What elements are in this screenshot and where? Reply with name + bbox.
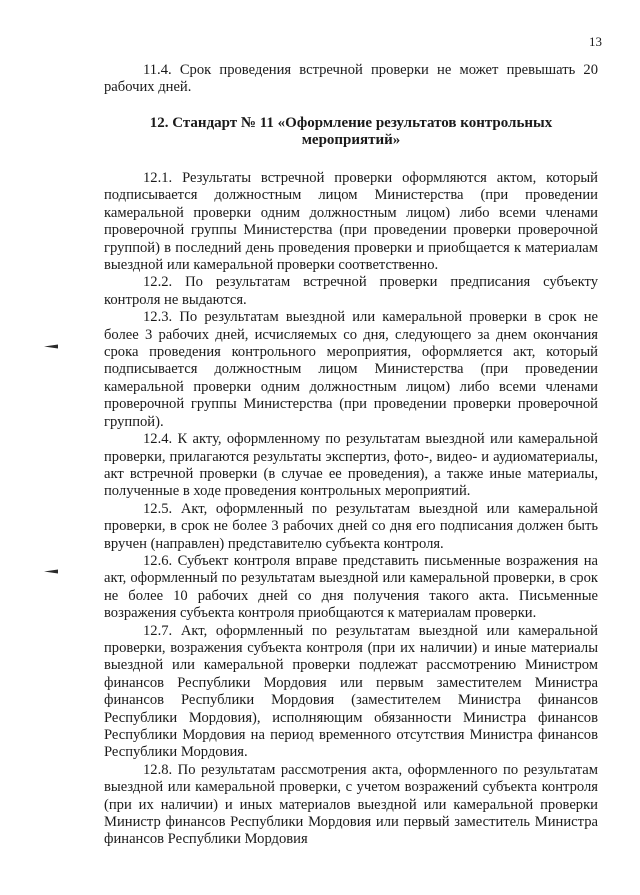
paragraph-12-2: 12.2. По результатам встречной проверки предписания субъекту контроля не выдаются. bbox=[104, 274, 598, 308]
scan-artifact-mark bbox=[44, 344, 58, 349]
paragraph-11-4: 11.4. Срок проведения встречной проверки не может превышать 20 рабочих дней. bbox=[104, 62, 598, 96]
paragraph-12-7: 12.7. Акт, оформленный по результатам выездной или камеральной проверки, возражения субъекта контроля (при их наличии) и иные материалы выездной или камеральной проверки подлежат рассмотрению Министром финансов Республики Мордовия или первым заместителем Министра финансов Республики Мордовия (заместителем Министра финансов Республики Мордовия), исполняющим обязанности Министра финансов Республики Мордовия на период временного отсутствия Министра финансов Республики Мордовия. bbox=[104, 622, 598, 761]
paragraph-12-6: 12.6. Субъект контроля вправе представить письменные возражения на акт, оформленный по результатам выездной или камеральной проверки, в срок не более 10 рабочих дней со дня получения такого акта. Письменные возражения субъекта контроля приобщаются к материалам проверки. bbox=[104, 552, 598, 622]
section-heading: 12. Стандарт № 11 «Оформление результатов контрольных мероприятий» bbox=[149, 114, 553, 149]
page-number: 13 bbox=[589, 34, 602, 49]
paragraph-12-3: 12.3. По результатам выездной или камеральной проверки в срок не более 3 рабочих дней, исчисляемых со дня, следующего за днем окончания срока проведения контрольного мероприятия, оформляется акт, который подписывается должностным лицом Министерства (при проведении камеральной проверки одним должностным лицом) либо всеми членами проверочной группы Министерства (при проведении проверки проверочной группой). bbox=[104, 309, 598, 430]
paragraph-12-8: 12.8. По результатам рассмотрения акта, оформленного по результатам выездной или камеральной проверки, с учетом возражений субъекта контроля (при их наличии) и иных материалов выездной или камеральной проверки Министр финансов Республики Мордовия или первый заместитель Министра финансов Республики Мордовия bbox=[104, 761, 598, 848]
paragraph-12-5: 12.5. Акт, оформленный по результатам выездной или камеральной проверки, в срок не более 3 рабочих дней со дня его подписания должен быть вручен (направлен) представителю субъекта контроля. bbox=[104, 500, 598, 552]
scan-artifact-mark bbox=[44, 569, 58, 574]
paragraph-12-4: 12.4. К акту, оформленному по результатам выездной или камеральной проверки, прилагаются результаты экспертиз, фото-, видео- и аудиоматериалы, акт встречной проверки (в случае ее проведения), а также иные материалы, полученные в ходе проведения контрольных мероприятий. bbox=[104, 431, 598, 500]
paragraph-12-1: 12.1. Результаты встречной проверки оформляются актом, который подписывается должностным лицом Министерства (при проведении камеральной проверки одним должностным лицом) либо всеми членами проверочной группы Министерства (при проведении проверки проверочной группой) в последний день проведения проверки и приобщается к материалам выездной или камеральной проверки соответственно. bbox=[104, 170, 598, 274]
document-body bbox=[104, 62, 598, 849]
